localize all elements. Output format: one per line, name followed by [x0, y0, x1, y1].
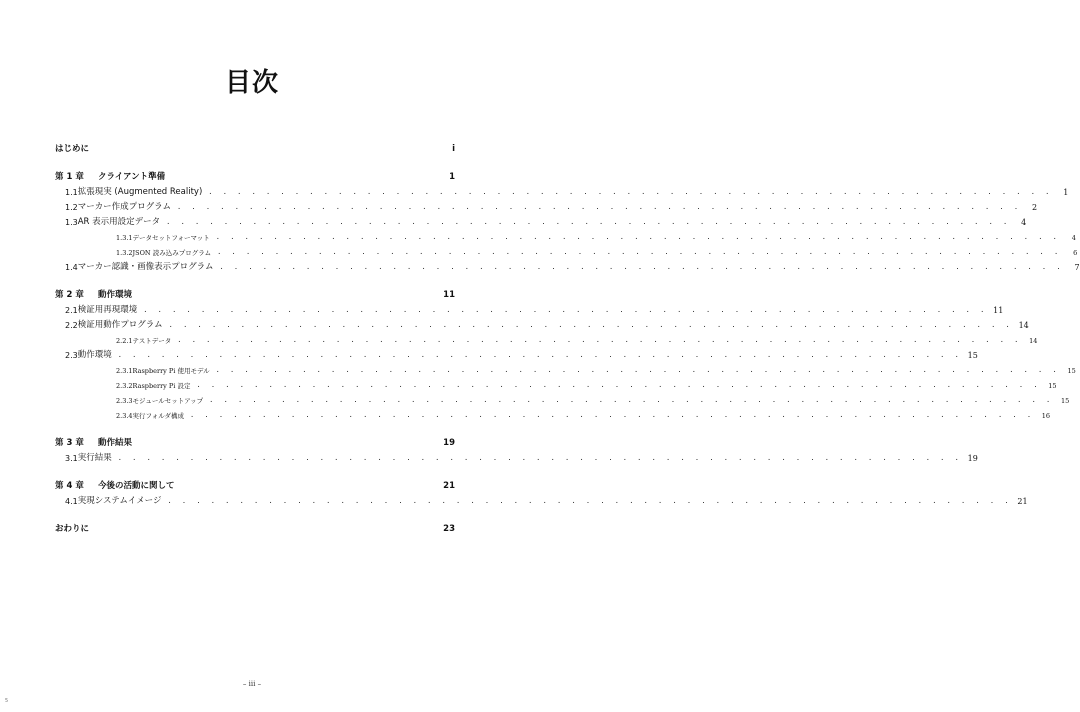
toc-entry-title: 今後の活動に関して: [98, 481, 175, 491]
toc-entry-page: 6: [1073, 249, 1078, 257]
toc-entry-page: 21: [1017, 497, 1028, 506]
toc-entry-page: 11: [443, 290, 455, 300]
toc-entry-number: 1.4: [65, 263, 78, 272]
toc-entry-number: 1.3.1: [116, 234, 133, 242]
toc-section-1-2[interactable]: [55, 198, 1038, 212]
toc-section-2-3[interactable]: [55, 346, 978, 360]
dot-leader: . . . . . . . . . . . . . . . . . . . . . . . . . . . . . . . . . . . . . . . . . . . . . . . . . . . . . . . . . . .: [117, 454, 962, 462]
toc-section-1-1[interactable]: [55, 183, 1069, 197]
dot-leader: . . . . . . . . . . . . . . . . . . . . . . . . . . . . . . . . . . . . . . . . . . . . . . . . . . . . . . . . . . .: [143, 306, 988, 314]
toc-entry-title: 実行結果: [77, 453, 112, 463]
toc-entry-title: マーカー作成プログラム: [77, 202, 171, 212]
toc-entry-number: 2.3.2: [116, 382, 133, 390]
dot-leader: . . . . . . . . . . . . . . . . . . . . . . . . . . . . . . . . . . . . . . . . . . . . . . . . . . . . . . . . . . .: [189, 411, 1035, 419]
toc-subsection-2-3-2[interactable]: [55, 376, 1057, 390]
toc-entry-title: クライアント準備: [98, 172, 166, 182]
dot-leader: . . . . . . . . . . . . . . . . . . . . . . . . . . . . . . . . . . . . . . . . . . . . . . . . . . . . . . . . . . .: [219, 263, 1064, 271]
toc-subsection-2-2-1[interactable]: [55, 331, 1038, 345]
toc-entry-title: 動作環境: [77, 350, 112, 360]
toc-chapter-4[interactable]: [55, 477, 455, 491]
dot-leader: . . . . . . . . . . . . . . . . . . . . . . . . . . . . . . . . . . . . . . . . . . . . . . . . . . . . . . . . . . .: [215, 233, 1060, 241]
toc-entry-page: 4: [1071, 234, 1076, 242]
toc-section-3-1[interactable]: [55, 449, 978, 463]
toc-entry-number: 2.3.3: [116, 397, 133, 405]
dot-leader: . . . . . . . . . . . . . . . . . . . . . . . . . . . . . . . . . . . . . . . . . . . . . . . . . . . . . . . . . . .: [217, 248, 1062, 256]
toc-entry-page: 15: [967, 351, 978, 360]
dot-leader: . . . . . . . . . . . . . . . . . . . . . . . . . . . . . . . . . . . . . . . . . . . . . . . . . . . . . . . . . . .: [176, 203, 1022, 211]
toc-entry-title: おわりに: [55, 524, 90, 534]
toc-subsection-1-3-1[interactable]: [55, 228, 1076, 242]
toc-entry-page: 19: [443, 438, 455, 448]
toc-entry-page: 14: [1029, 337, 1038, 345]
toc-entry-number: 2.3: [65, 351, 78, 360]
toc-entry-page: 7: [1074, 263, 1080, 272]
toc-entry-title: 拡張現実 (Augmented Reality): [77, 187, 203, 197]
toc-subsection-1-3-2[interactable]: [55, 243, 1078, 257]
toc-entry-intro[interactable]: [55, 140, 455, 154]
dot-leader: . . . . . . . . . . . . . . . . . . . . . . . . . . . . . . . . . . . . . . . . . . . . . . . . . . . . . . . . . . .: [117, 351, 962, 359]
page-number-footer: – iii –: [242, 680, 262, 688]
toc-entry-page: 15: [1048, 382, 1057, 390]
toc-entry-title: はじめに: [55, 144, 90, 154]
toc-entry-number: 3.1: [65, 454, 78, 463]
dot-leader: . . . . . . . . . . . . . . . . . . . . . . . . . . . . . . . . . . . . . . . . . . . . . . . . . . . . . . . . . . .: [177, 336, 1022, 344]
toc-entry-page: 15: [1060, 397, 1070, 405]
toc-entry-title: 検証用動作プログラム: [77, 320, 163, 330]
toc-entry-number: 2.3.4: [116, 412, 133, 420]
toc-subsection-2-3-3[interactable]: [55, 391, 1070, 405]
toc-entry-number: 第 1 章: [55, 172, 84, 182]
toc-entry-title: 動作結果: [98, 438, 133, 448]
toc-section-2-2[interactable]: [55, 316, 1029, 330]
toc-entry-page: i: [452, 144, 455, 154]
toc-entry-page: 19: [967, 454, 978, 463]
toc-entry-title: JSON 読み込みプログラム: [132, 249, 212, 257]
toc-entry-title: 動作環境: [98, 290, 133, 300]
toc-entry-number: 2.2: [65, 321, 78, 330]
toc-entry-number: 第 2 章: [55, 290, 84, 300]
toc-section-4-1[interactable]: [55, 492, 1028, 506]
toc-entry-conclusion[interactable]: [55, 520, 455, 534]
toc-entry-number: 第 3 章: [55, 438, 84, 448]
toc-entry-page: 2: [1031, 203, 1038, 212]
toc-chapter-1[interactable]: [55, 168, 455, 182]
toc-entry-page: 16: [1041, 412, 1051, 420]
toc-entry-number: 1.1: [65, 188, 78, 197]
toc-entry-title: データセットフォーマット: [132, 234, 210, 242]
toc-entry-title: テストデータ: [132, 337, 172, 345]
toc-entry-number: 1.2: [65, 203, 78, 212]
toc-subsection-2-3-4[interactable]: [55, 406, 1051, 420]
toc-entry-number: 第 4 章: [55, 481, 84, 491]
toc-entry-number: 2.1: [65, 306, 78, 315]
toc-entry-title: Raspberry Pi 設定: [132, 382, 191, 390]
dot-leader: . . . . . . . . . . . . . . . . . . . . . . . . . . . . . . . . . . . . . . . . . . . . . . . . . . . . . . . . . . .: [215, 366, 1060, 374]
dot-leader: . . . . . . . . . . . . . . . . . . . . . . . . . . . . . . . . . . . . . . . . . . . . . . . . . . . . . . . . . . .: [166, 218, 1011, 226]
toc-entry-title: AR 表示用設定データ: [77, 217, 161, 227]
toc-section-1-3[interactable]: [55, 213, 1027, 227]
toc-entry-title: マーカー認識・画像表示プログラム: [77, 262, 214, 272]
toc-entry-number: 2.3.1: [116, 367, 133, 375]
toc-chapter-3[interactable]: [55, 434, 455, 448]
dot-leader: . . . . . . . . . . . . . . . . . . . . . . . . . . . . . . . . . . . . . . . . . . . . . . . . . . . . . . . . . . .: [196, 381, 1041, 389]
toc-entry-page: 4: [1021, 218, 1027, 227]
toc-entry-number: 4.1: [65, 497, 78, 506]
toc-entry-number: 2.2.1: [116, 337, 133, 345]
toc-section-2-1[interactable]: [55, 301, 1004, 315]
toc-entry-page: 11: [993, 306, 1004, 315]
toc-entry-page: 21: [443, 481, 455, 491]
toc-entry-page: 1: [449, 172, 455, 182]
toc-section-1-4[interactable]: [55, 258, 1080, 272]
toc-entry-title: 検証用再現環境: [77, 305, 138, 315]
toc-entry-number: 1.3.2: [116, 249, 133, 257]
corner-mark: 5: [5, 698, 9, 704]
dot-leader: . . . . . . . . . . . . . . . . . . . . . . . . . . . . . . . . . . . . . . . . . . . . . . . . . . . . . . . . . . .: [208, 188, 1053, 196]
toc-entry-page: 14: [1018, 321, 1029, 330]
toc-entry-title: Raspberry Pi 使用モデル: [132, 367, 210, 375]
toc-entry-title: 実現システムイメージ: [77, 496, 162, 506]
page-title: 目次: [224, 68, 279, 98]
dot-leader: . . . . . . . . . . . . . . . . . . . . . . . . . . . . . . . . . . . . . . . . . . . . . . . . . . . . . . . . . . .: [209, 396, 1054, 404]
toc-entry-page: 23: [443, 524, 455, 534]
toc-entry-title: 実行フォルダ構成: [132, 412, 184, 420]
dot-leader: . . . . . . . . . . . . . . . . . . . . . . . . . . . . . . . . . . . . . . . . . . . . . . . . . . . . . . . . . . .: [168, 321, 1013, 329]
toc-entry-number: 1.3: [65, 218, 78, 227]
toc-entry-page: 1: [1063, 188, 1069, 197]
toc-entry-page: 15: [1067, 367, 1076, 375]
toc-entry-title: モジュールセットアップ: [132, 397, 204, 405]
toc-chapter-2[interactable]: [55, 286, 455, 300]
toc-subsection-2-3-1[interactable]: [55, 361, 1076, 375]
dot-leader: . . . . . . . . . . . . . . . . . . . . . . . . . . . . . . . . . . . . . . . . . . . . . . . . . . . . . . . . . . .: [167, 497, 1012, 505]
